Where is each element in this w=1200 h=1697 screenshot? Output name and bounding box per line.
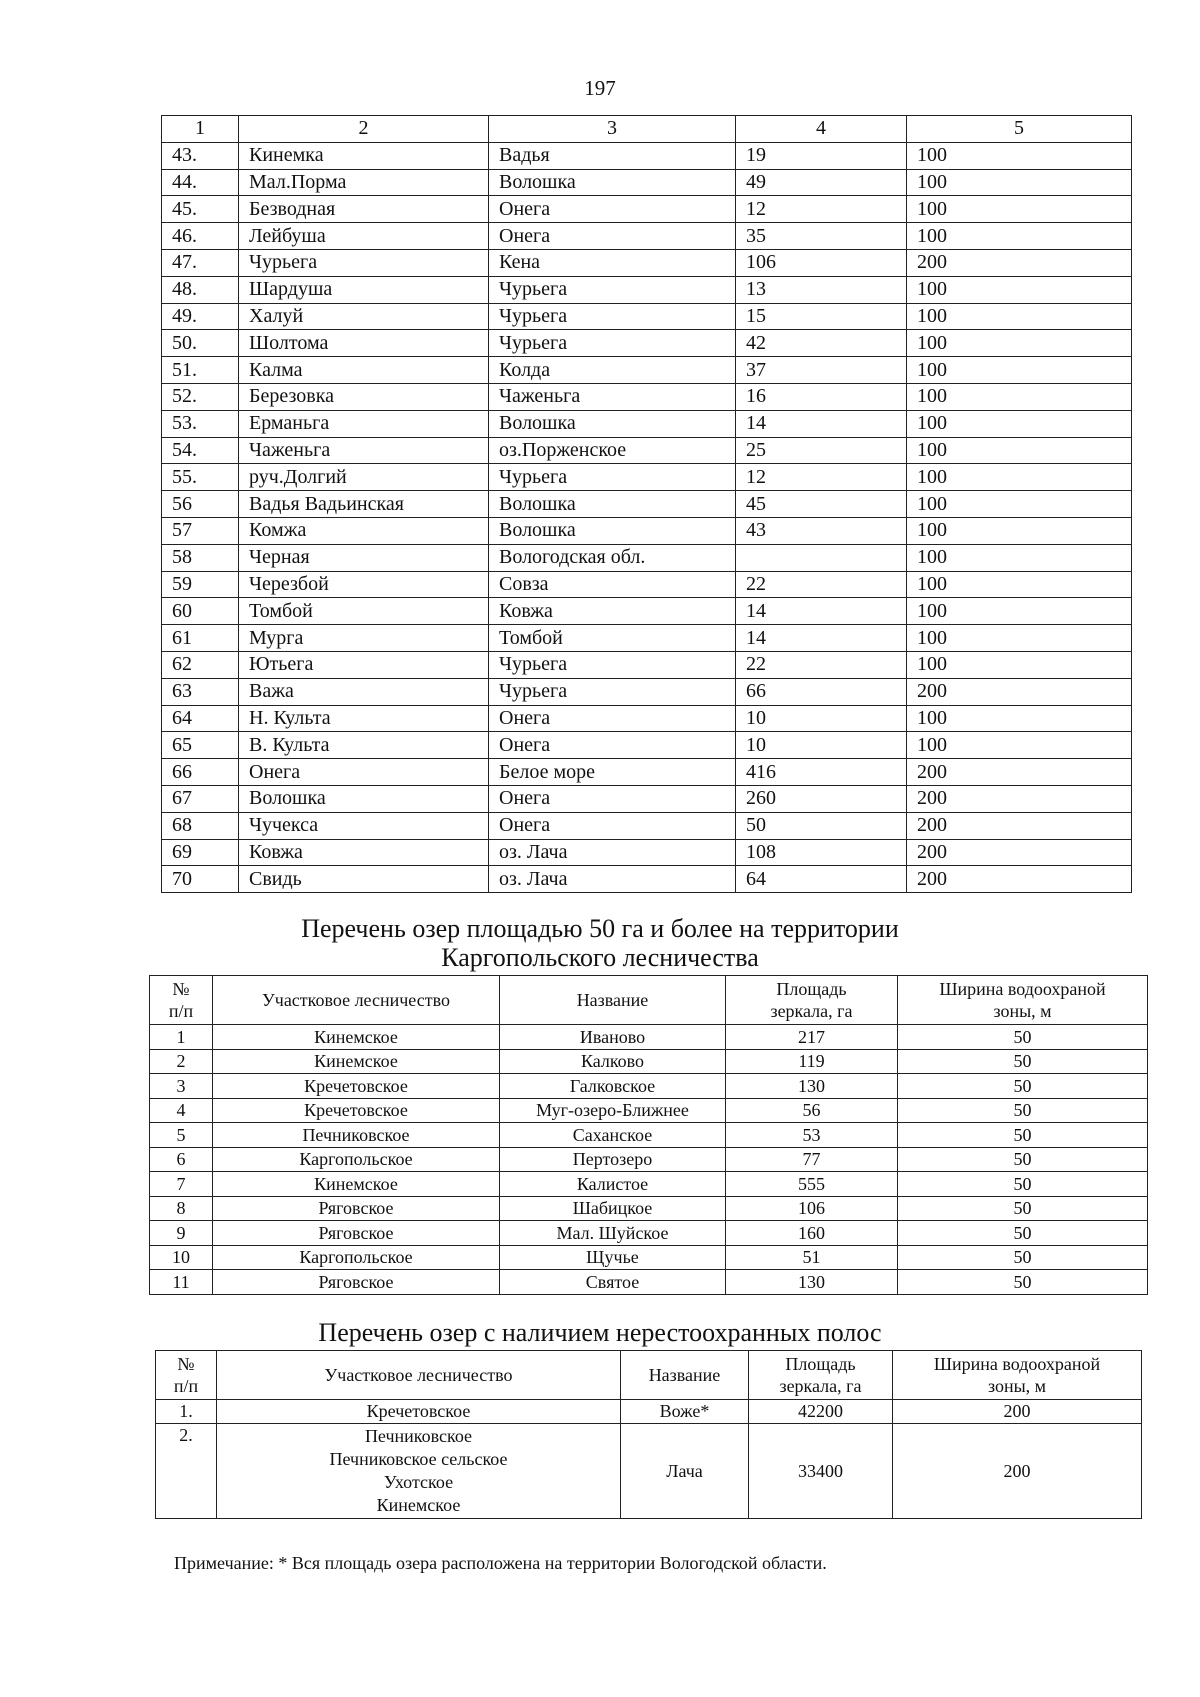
- num-cell: 63: [162, 678, 239, 705]
- num-cell: 6: [150, 1147, 213, 1172]
- forestry-cell: Ряговское: [213, 1196, 500, 1221]
- length-cell: [736, 544, 907, 571]
- length-cell: 25: [736, 437, 907, 464]
- area-cell: 119: [726, 1049, 898, 1074]
- num-cell: 7: [150, 1172, 213, 1197]
- area-cell: 130: [726, 1270, 898, 1295]
- table-row: [162, 223, 1132, 250]
- zone-width-cell: 100: [907, 651, 1132, 678]
- forestry-cell: Каргопольское: [213, 1245, 500, 1270]
- zone-width-cell: 100: [907, 357, 1132, 384]
- zone-width-cell: 50: [898, 1221, 1148, 1246]
- forestry-cell: Кинемское: [213, 1025, 500, 1050]
- forestry-cell: Печниковское: [213, 1123, 500, 1148]
- forestry-cell: Кречетовское: [213, 1074, 500, 1099]
- rivers-table: [161, 115, 1132, 893]
- length-cell: 64: [736, 866, 907, 893]
- forestry-cell: Ряговское: [213, 1270, 500, 1295]
- num-cell: 45.: [162, 196, 239, 223]
- river-name-cell: Ютьега: [239, 651, 489, 678]
- forestry-cell: Ряговское: [213, 1221, 500, 1246]
- spawning-lakes-table: [155, 1350, 1142, 1519]
- num-cell: 3: [150, 1074, 213, 1099]
- column-header: 3: [489, 116, 736, 143]
- zone-width-cell: 200: [907, 839, 1132, 866]
- footnote: Примечание: * Вся площадь озера расположена на территории Вологодской области.: [174, 1553, 827, 1573]
- name-header: Название: [500, 976, 726, 1025]
- num-cell: 62: [162, 651, 239, 678]
- flows-into-cell: Онега: [489, 812, 736, 839]
- river-name-cell: Черезбой: [239, 571, 489, 598]
- num-cell: 53.: [162, 410, 239, 437]
- num-cell: 4: [150, 1098, 213, 1123]
- forestry-line: Печниковское: [364, 1426, 473, 1446]
- table-row: [162, 357, 1132, 384]
- zone-width-header: Ширина водоохраной зоны, м: [898, 976, 1148, 1025]
- area-cell: 217: [726, 1025, 898, 1050]
- spawning-section-title: Перечень озер с наличием нерестоохранных полос: [318, 1318, 882, 1347]
- length-cell: 45: [736, 491, 907, 518]
- river-name-cell: Н. Культа: [239, 705, 489, 732]
- river-name-cell: Чурьега: [239, 249, 489, 276]
- area-cell: 160: [726, 1221, 898, 1246]
- num-cell: 68: [162, 812, 239, 839]
- length-cell: 416: [736, 759, 907, 786]
- length-cell: 49: [736, 169, 907, 196]
- zone-width-cell: 50: [898, 1025, 1148, 1050]
- zone-width-cell: 100: [907, 142, 1132, 169]
- river-name-cell: Халуй: [239, 303, 489, 330]
- column-header: 4: [736, 116, 907, 143]
- flows-into-cell: Чурьега: [489, 276, 736, 303]
- table-row: [162, 732, 1132, 759]
- flows-into-cell: Кена: [489, 249, 736, 276]
- lakes-section-title: [0, 914, 1200, 972]
- table-row: [150, 1123, 1148, 1148]
- zone-width-cell: 200: [907, 678, 1132, 705]
- table-row: [162, 598, 1132, 625]
- flows-into-cell: Ковжа: [489, 598, 736, 625]
- table-row: [162, 249, 1132, 276]
- table-row: [162, 169, 1132, 196]
- river-name-cell: Безводная: [239, 196, 489, 223]
- num-header: № п/п: [156, 1351, 217, 1400]
- area-cell: 42200: [749, 1400, 893, 1424]
- length-cell: 35: [736, 223, 907, 250]
- name-cell: Иваново: [500, 1025, 726, 1050]
- zone-width-cell: 100: [907, 223, 1132, 250]
- flows-into-cell: Онега: [489, 705, 736, 732]
- zone-width-cell: 100: [907, 383, 1132, 410]
- num-cell: 52.: [162, 383, 239, 410]
- forestry-cell: Кинемское: [213, 1172, 500, 1197]
- zone-width-cell: 100: [907, 464, 1132, 491]
- zone-width-header: Ширина водоохраной зоны, м: [893, 1351, 1142, 1400]
- flows-into-cell: Чурьега: [489, 651, 736, 678]
- area-cell: 51: [726, 1245, 898, 1270]
- num-cell: 11: [150, 1270, 213, 1295]
- zone-width-cell: 200: [907, 785, 1132, 812]
- river-name-cell: Мал.Порма: [239, 169, 489, 196]
- num-cell: 43.: [162, 142, 239, 169]
- name-cell: Воже*: [621, 1400, 749, 1424]
- name-cell: Муг-озеро-Ближнее: [500, 1098, 726, 1123]
- zone-width-cell: 50: [898, 1049, 1148, 1074]
- area-cell: 130: [726, 1074, 898, 1099]
- zone-width-cell: 200: [907, 812, 1132, 839]
- flows-into-cell: Совза: [489, 571, 736, 598]
- table-row: [162, 866, 1132, 893]
- flows-into-cell: оз. Лача: [489, 866, 736, 893]
- area-cell: 53: [726, 1123, 898, 1148]
- area-cell: 77: [726, 1147, 898, 1172]
- zone-width-cell: 100: [907, 544, 1132, 571]
- flows-into-cell: Чурьега: [489, 678, 736, 705]
- flows-into-cell: Онега: [489, 785, 736, 812]
- length-cell: 14: [736, 625, 907, 652]
- zone-width-cell: 50: [898, 1196, 1148, 1221]
- lakes-table: [149, 975, 1148, 1295]
- table-row: [150, 1245, 1148, 1270]
- flows-into-cell: оз. Лача: [489, 839, 736, 866]
- river-name-cell: Свидь: [239, 866, 489, 893]
- table-row: [162, 517, 1132, 544]
- table-row: [150, 1172, 1148, 1197]
- forestry-cell: Кинемское: [213, 1049, 500, 1074]
- num-cell: 55.: [162, 464, 239, 491]
- river-name-cell: Шардуша: [239, 276, 489, 303]
- name-cell: Мал. Шуйское: [500, 1221, 726, 1246]
- table-row: [150, 1147, 1148, 1172]
- length-cell: 22: [736, 651, 907, 678]
- flows-into-cell: Белое море: [489, 759, 736, 786]
- name-cell: Галковское: [500, 1074, 726, 1099]
- table-row: [150, 1098, 1148, 1123]
- num-cell: 56: [162, 491, 239, 518]
- forestry-line: Ухотское: [383, 1472, 454, 1492]
- table-row: [162, 544, 1132, 571]
- name-cell: Саханское: [500, 1123, 726, 1148]
- river-name-cell: Лейбуша: [239, 223, 489, 250]
- table-row: [162, 625, 1132, 652]
- area-cell: 33400: [749, 1424, 893, 1519]
- river-name-cell: Березовка: [239, 383, 489, 410]
- length-cell: 12: [736, 464, 907, 491]
- table-row: [162, 785, 1132, 812]
- num-cell: 2: [150, 1049, 213, 1074]
- length-cell: 14: [736, 598, 907, 625]
- river-name-cell: Кинемка: [239, 142, 489, 169]
- name-cell: Святое: [500, 1270, 726, 1295]
- table-row: [162, 303, 1132, 330]
- river-name-cell: Чаженьга: [239, 437, 489, 464]
- zone-width-cell: 200: [907, 249, 1132, 276]
- num-cell: 10: [150, 1245, 213, 1270]
- flows-into-cell: Чурьега: [489, 330, 736, 357]
- num-cell: 70: [162, 866, 239, 893]
- column-header: 2: [239, 116, 489, 143]
- length-cell: 42: [736, 330, 907, 357]
- table-row: [150, 1025, 1148, 1050]
- zone-width-cell: 50: [898, 1074, 1148, 1099]
- flows-into-cell: Волошка: [489, 491, 736, 518]
- forestry-line: Кинемское: [376, 1495, 461, 1515]
- num-cell: 50.: [162, 330, 239, 357]
- zone-width-cell: 200: [907, 866, 1132, 893]
- river-name-cell: Шолтома: [239, 330, 489, 357]
- flows-into-cell: Онега: [489, 196, 736, 223]
- flows-into-cell: Вологодская обл.: [489, 544, 736, 571]
- river-name-cell: Комжа: [239, 517, 489, 544]
- river-name-cell: Томбой: [239, 598, 489, 625]
- zone-width-cell: 50: [898, 1270, 1148, 1295]
- num-cell: 51.: [162, 357, 239, 384]
- num-cell: 47.: [162, 249, 239, 276]
- length-cell: 12: [736, 196, 907, 223]
- num-cell: 44.: [162, 169, 239, 196]
- zone-width-cell: 200: [893, 1424, 1142, 1519]
- zone-width-cell: 100: [907, 303, 1132, 330]
- area-header: Площадь зеркала, га: [726, 976, 898, 1025]
- river-name-cell: Калма: [239, 357, 489, 384]
- table-header-row: [156, 1351, 1142, 1400]
- length-cell: 14: [736, 410, 907, 437]
- flows-into-cell: Чурьега: [489, 303, 736, 330]
- length-cell: 10: [736, 732, 907, 759]
- zone-width-cell: 100: [907, 276, 1132, 303]
- table-row: [162, 705, 1132, 732]
- table-row: [162, 651, 1132, 678]
- num-cell: 65: [162, 732, 239, 759]
- flows-into-cell: Онега: [489, 223, 736, 250]
- num-cell: 67: [162, 785, 239, 812]
- name-cell: Пертозеро: [500, 1147, 726, 1172]
- table-row: [150, 1270, 1148, 1295]
- flows-into-cell: Чаженьга: [489, 383, 736, 410]
- name-cell: Лача: [621, 1424, 749, 1519]
- table-row: [162, 410, 1132, 437]
- num-cell: 2.: [156, 1424, 217, 1519]
- num-cell: 5: [150, 1123, 213, 1148]
- length-cell: 106: [736, 249, 907, 276]
- length-cell: 19: [736, 142, 907, 169]
- flows-into-cell: Волошка: [489, 410, 736, 437]
- zone-width-cell: 100: [907, 732, 1132, 759]
- num-cell: 9: [150, 1221, 213, 1246]
- table-row: [150, 1221, 1148, 1246]
- zone-width-cell: 100: [907, 571, 1132, 598]
- length-cell: 10: [736, 705, 907, 732]
- zone-width-cell: 200: [907, 759, 1132, 786]
- num-cell: 61: [162, 625, 239, 652]
- table-row: [162, 464, 1132, 491]
- zone-width-cell: 100: [907, 598, 1132, 625]
- table-row: [162, 839, 1132, 866]
- river-name-cell: Важа: [239, 678, 489, 705]
- length-cell: 66: [736, 678, 907, 705]
- forestry-cell: [217, 1424, 621, 1519]
- zone-width-cell: 50: [898, 1245, 1148, 1270]
- zone-width-cell: 100: [907, 437, 1132, 464]
- num-cell: 54.: [162, 437, 239, 464]
- length-cell: 37: [736, 357, 907, 384]
- zone-width-cell: 100: [907, 705, 1132, 732]
- flows-into-cell: Вадья: [489, 142, 736, 169]
- river-name-cell: Волошка: [239, 785, 489, 812]
- name-cell: Калистое: [500, 1172, 726, 1197]
- zone-width-cell: 100: [907, 491, 1132, 518]
- length-cell: 50: [736, 812, 907, 839]
- river-name-cell: Чучекса: [239, 812, 489, 839]
- river-name-cell: Черная: [239, 544, 489, 571]
- num-cell: 57: [162, 517, 239, 544]
- forestry-line: Печниковское сельское: [329, 1449, 508, 1469]
- length-cell: 108: [736, 839, 907, 866]
- num-cell: 59: [162, 571, 239, 598]
- forestry-cell: Каргопольское: [213, 1147, 500, 1172]
- column-header: 5: [907, 116, 1132, 143]
- area-cell: 555: [726, 1172, 898, 1197]
- zone-width-cell: 50: [898, 1172, 1148, 1197]
- river-name-cell: руч.Долгий: [239, 464, 489, 491]
- zone-width-cell: 100: [907, 625, 1132, 652]
- table-row: [150, 1196, 1148, 1221]
- num-cell: 66: [162, 759, 239, 786]
- table-row: [162, 571, 1132, 598]
- num-cell: 8: [150, 1196, 213, 1221]
- name-cell: Шабицкое: [500, 1196, 726, 1221]
- table-row: [156, 1400, 1142, 1424]
- table-row: [162, 491, 1132, 518]
- flows-into-cell: Онега: [489, 732, 736, 759]
- num-header: № п/п: [150, 976, 213, 1025]
- page-number: 197: [584, 76, 616, 100]
- table-row: [162, 383, 1132, 410]
- table-row: [162, 812, 1132, 839]
- forestry-cell: Кречетовское: [217, 1400, 621, 1424]
- flows-into-cell: оз.Порженское: [489, 437, 736, 464]
- forestry-cell: Кречетовское: [213, 1098, 500, 1123]
- length-cell: 22: [736, 571, 907, 598]
- flows-into-cell: Волошка: [489, 169, 736, 196]
- num-cell: 60: [162, 598, 239, 625]
- zone-width-cell: 200: [893, 1400, 1142, 1424]
- title-line: Каргопольского лесничества: [441, 943, 759, 972]
- num-cell: 46.: [162, 223, 239, 250]
- column-header: 1: [162, 116, 239, 143]
- zone-width-cell: 100: [907, 169, 1132, 196]
- zone-width-cell: 50: [898, 1147, 1148, 1172]
- flows-into-cell: Волошка: [489, 517, 736, 544]
- num-cell: 58: [162, 544, 239, 571]
- area-cell: 56: [726, 1098, 898, 1123]
- table-row: [162, 330, 1132, 357]
- name-header: Название: [621, 1351, 749, 1400]
- river-name-cell: Ковжа: [239, 839, 489, 866]
- num-cell: 49.: [162, 303, 239, 330]
- zone-width-cell: 100: [907, 517, 1132, 544]
- table-row: [162, 142, 1132, 169]
- area-cell: 106: [726, 1196, 898, 1221]
- table-row: [162, 196, 1132, 223]
- length-cell: 13: [736, 276, 907, 303]
- length-cell: 260: [736, 785, 907, 812]
- table-row: [150, 1074, 1148, 1099]
- table-header-row: [162, 116, 1132, 143]
- num-cell: 1.: [156, 1400, 217, 1424]
- num-cell: 64: [162, 705, 239, 732]
- zone-width-cell: 100: [907, 196, 1132, 223]
- length-cell: 16: [736, 383, 907, 410]
- forestry-header: Участковое лесничество: [217, 1351, 621, 1400]
- area-header: Площадь зеркала, га: [749, 1351, 893, 1400]
- flows-into-cell: Колда: [489, 357, 736, 384]
- zone-width-cell: 100: [907, 410, 1132, 437]
- flows-into-cell: Чурьега: [489, 464, 736, 491]
- river-name-cell: Мурга: [239, 625, 489, 652]
- river-name-cell: Ерманьга: [239, 410, 489, 437]
- table-row: [162, 276, 1132, 303]
- num-cell: 69: [162, 839, 239, 866]
- name-cell: Щучье: [500, 1245, 726, 1270]
- num-cell: 48.: [162, 276, 239, 303]
- table-row: [162, 759, 1132, 786]
- zone-width-cell: 100: [907, 330, 1132, 357]
- length-cell: 43: [736, 517, 907, 544]
- forestry-header: Участковое лесничество: [213, 976, 500, 1025]
- num-cell: 1: [150, 1025, 213, 1050]
- flows-into-cell: Томбой: [489, 625, 736, 652]
- table-row: [162, 678, 1132, 705]
- river-name-cell: В. Культа: [239, 732, 489, 759]
- river-name-cell: Онега: [239, 759, 489, 786]
- table-header-row: [150, 976, 1148, 1025]
- name-cell: Калково: [500, 1049, 726, 1074]
- title-line: Перечень озер площадью 50 га и более на территории: [301, 914, 899, 943]
- table-row: [150, 1049, 1148, 1074]
- zone-width-cell: 50: [898, 1098, 1148, 1123]
- length-cell: 15: [736, 303, 907, 330]
- table-row: [156, 1424, 1142, 1519]
- river-name-cell: Вадья Вадьинская: [239, 491, 489, 518]
- zone-width-cell: 50: [898, 1123, 1148, 1148]
- table-row: [162, 437, 1132, 464]
